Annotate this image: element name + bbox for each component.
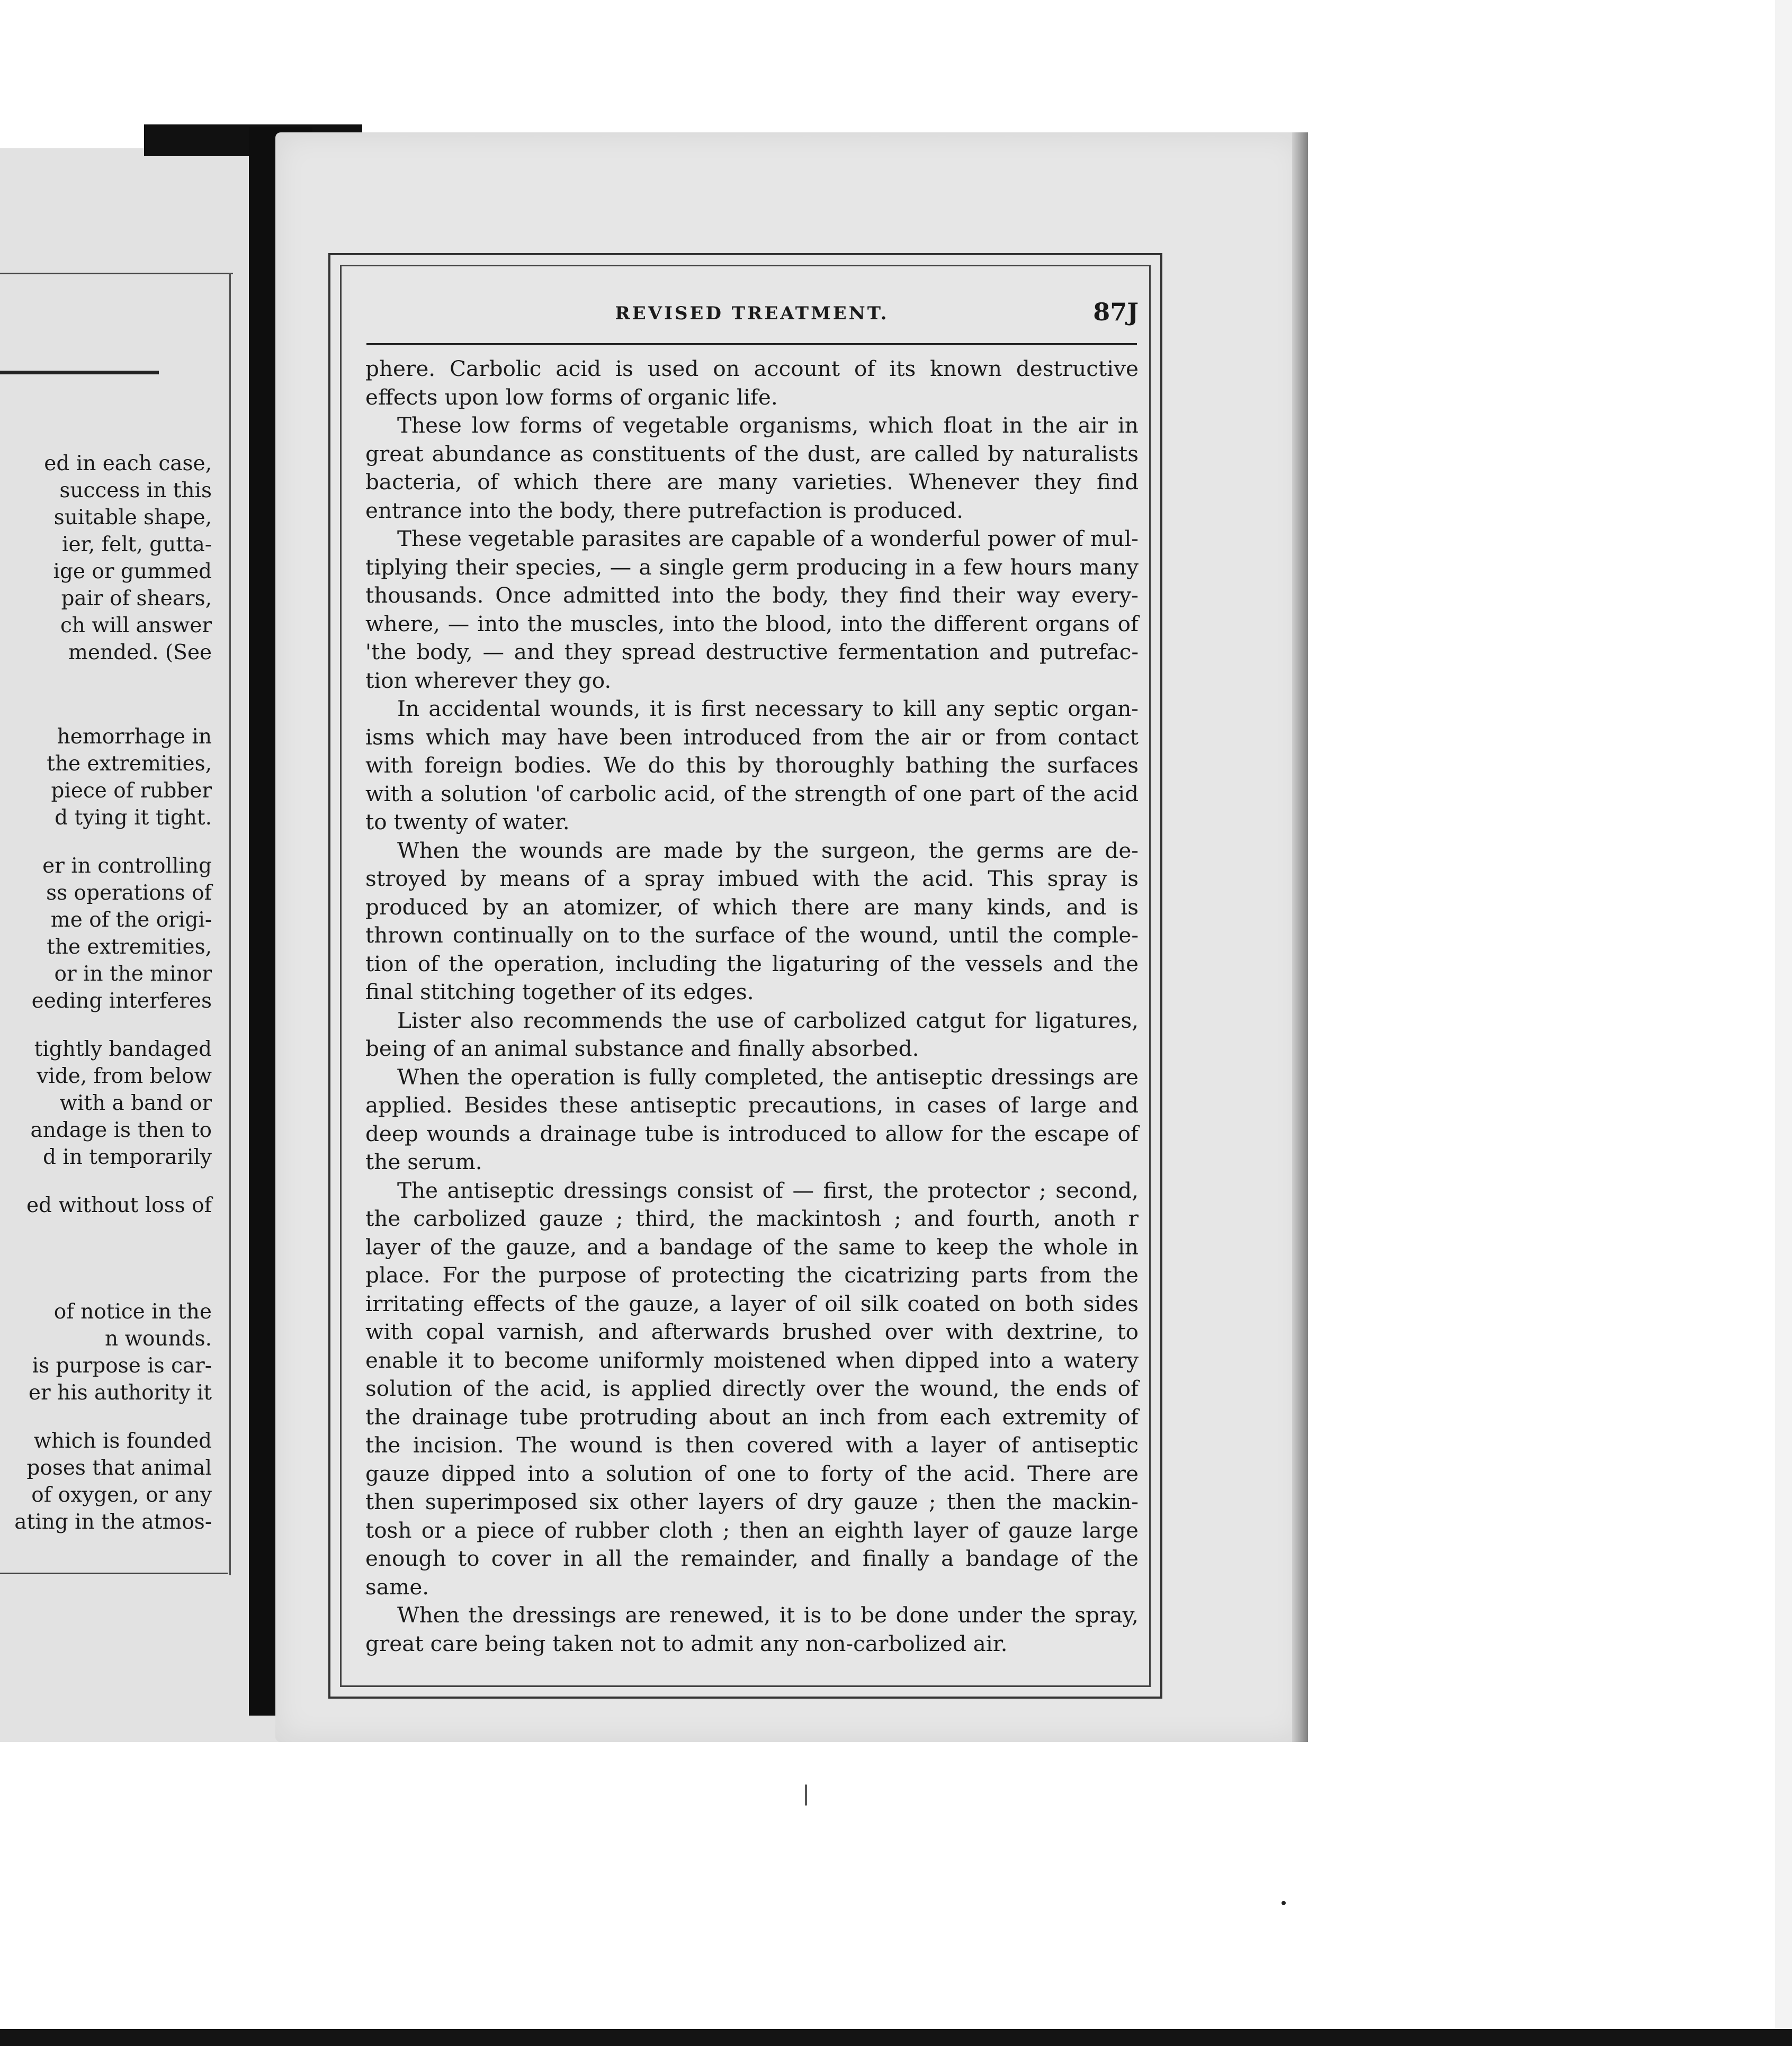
body-line: great care being taken not to admit any non-carbolized air. [365,1630,1008,1656]
left-page-line: er in controlling [42,854,212,878]
left-page-bottom-rule [0,1573,228,1574]
body-line: tion wherever they go. [365,667,612,693]
body-line: Lister also recommends the use of carbolized catgut for ligatures, [397,1007,1139,1033]
left-page-line: andage is then to [30,1118,212,1142]
left-page-line: hemorrhage in [57,725,212,749]
left-page-line: or in the minor [54,962,212,986]
left-page-line: which is founded [33,1429,212,1453]
body-line: stroyed by means of a spray imbued with the acid. This spray is [365,866,1139,891]
paragraph-gap [0,1219,212,1298]
left-page-line: of notice in the [53,1300,212,1324]
body-line: with copal varnish, and afterwards brushed over with dextrine, to [365,1319,1139,1344]
body-line: effects upon low forms of organic life. [365,384,778,410]
left-page-line: d in temporarily [42,1145,212,1169]
body-line: final stitching together of its edges. [365,979,754,1004]
left-page-text [0,450,212,1536]
body-line: deep wounds a drainage tube is introduced to allow for the escape of [365,1120,1139,1146]
left-page-line: is purpose is car- [32,1354,212,1378]
body-line: In accidental wounds, it is first necessary to kill any septic organ- [397,696,1139,721]
body-line: isms which may have been introduced from the air or from contact [365,724,1139,750]
left-page-line: d tying it tight. [55,806,212,830]
body-line: These low forms of vegetable organisms, which float in the air in [397,412,1139,438]
body-text [365,355,1139,1658]
body-line: When the wounds are made by the surgeon, the germs are de- [397,837,1139,863]
body-line: When the dressings are renewed, it is to be done under the spray, [397,1602,1139,1628]
ink-speck [805,1784,807,1806]
left-page-line: eeding interferes [31,989,212,1013]
left-page-line: tightly bandaged [34,1037,212,1061]
paragraph-gap [0,666,212,723]
left-page-line: the extremities, [47,935,212,959]
left-page-line: piece of rubber [51,779,212,803]
body-line: with a solution 'of carbolic acid, of the strength of one part of the acid [365,780,1139,806]
body-line: tiplying their species, — a single germ producing in a few hours many [365,554,1139,580]
body-line: gauze dipped into a solution of one to forty of the acid. There are [365,1460,1139,1486]
body-line: entrance into the body, there putrefaction is produced. [365,497,963,523]
body-line: phere. Carbolic acid is used on account of its known destructive [365,356,1139,381]
body-line: The antiseptic dressings consist of — first, the protector ; second, [397,1177,1139,1203]
body-line: enough to cover in all the remainder, and finally a bandage of the [365,1546,1139,1571]
left-page-line: n wounds. [105,1327,212,1351]
left-page-line: ed without loss of [26,1194,212,1217]
body-line: layer of the gauze, and a bandage of the same to keep the whole in [365,1234,1139,1260]
left-page-line: ige or gummed [53,560,212,584]
left-page-line: ed in each case, [44,452,212,475]
left-page-header-rule [0,371,159,374]
left-page-line: ss operations of [46,881,212,905]
left-page [0,148,286,1742]
body-line: tosh or a piece of rubber cloth ; then an eighth layer of gauze large [365,1517,1139,1543]
body-line: the serum. [365,1149,482,1174]
paragraph-gap [0,1406,212,1428]
body-line: irritating effects of the gauze, a layer of oil silk coated on both sides [365,1290,1139,1316]
left-page-line: ch will answer [60,614,212,638]
body-line: bacteria, of which there are many varieties. Whenever they find [365,469,1139,495]
left-page-line: with a band or [59,1091,212,1115]
body-line: where, — into the muscles, into the blood, into the different organs of [365,611,1139,636]
scan-right-margin [1775,0,1792,2046]
body-line: the carbolized gauze ; third, the mackintosh ; and fourth, anoth r [365,1206,1139,1231]
paragraph-gap [0,1015,212,1036]
body-line: great abundance as constituents of the dust, are called by naturalists [365,441,1139,466]
header-rule [366,343,1137,345]
left-page-line: pair of shears, [61,587,212,611]
running-head [365,298,1139,334]
body-line: solution of the acid, is applied directly over the wound, the ends of [365,1376,1139,1401]
body-line: then superimposed six other layers of dry gauze ; then the mackin- [365,1489,1139,1514]
body-line: tion of the operation, including the ligaturing of the vessels and the [365,950,1139,976]
paragraph-gap [0,831,212,852]
left-page-line: vide, from below [37,1064,212,1088]
left-page-line: success in this [59,479,212,502]
body-line: place. For the purpose of protecting the cicatrizing parts from the [365,1262,1139,1288]
scan-bottom-border [0,2029,1792,2046]
body-line: When the operation is fully completed, the antiseptic dressings are [397,1064,1139,1090]
body-line: enable it to become uniformly moistened when dipped into a watery [365,1347,1139,1373]
page-number: 87J [1093,298,1139,326]
body-line: the drainage tube protruding about an inch from each extremity of [365,1404,1139,1430]
left-page-line: ating in the atmos- [14,1510,212,1534]
body-line: to twenty of water. [365,809,570,834]
left-page-line: of oxygen, or any [31,1483,212,1507]
body-line: same. [365,1574,429,1600]
left-page-line: suitable shape, [53,506,212,530]
body-line: being of an animal substance and finally absorbed. [365,1036,919,1061]
body-line: produced by an atomizer, of which there are many kinds, and is [365,894,1139,920]
left-page-line: me of the origi- [50,908,212,932]
left-page-line: poses that animal [26,1456,212,1480]
body-line: the incision. The wound is then covered with a layer of antiseptic [365,1432,1139,1458]
paragraph-gap [0,1171,212,1192]
body-line: thousands. Once admitted into the body, they find their way every- [365,582,1139,608]
left-page-line: ier, felt, gutta- [61,533,212,557]
left-page-frame-border [229,273,231,1575]
body-line: 'the body, — and they spread destructive fermentation and putrefac- [365,639,1139,665]
left-page-line: er his authority it [28,1381,212,1405]
left-page-top-rule [0,273,233,274]
ink-speck [1282,1901,1286,1905]
body-line: applied. Besides these antiseptic precautions, in cases of large and [365,1092,1139,1118]
body-line: thrown continually on to the surface of the wound, until the comple- [365,922,1139,948]
right-page-fore-edge [1292,132,1308,1742]
body-line: These vegetable parasites are capable of a wonderful power of mul- [397,526,1139,551]
body-line: with foreign bodies. We do this by thoroughly bathing the surfaces [365,752,1139,778]
running-title: REVISED TREATMENT. [615,303,889,324]
left-page-line: the extremities, [47,752,212,776]
left-page-line: mended. (See [68,641,212,665]
